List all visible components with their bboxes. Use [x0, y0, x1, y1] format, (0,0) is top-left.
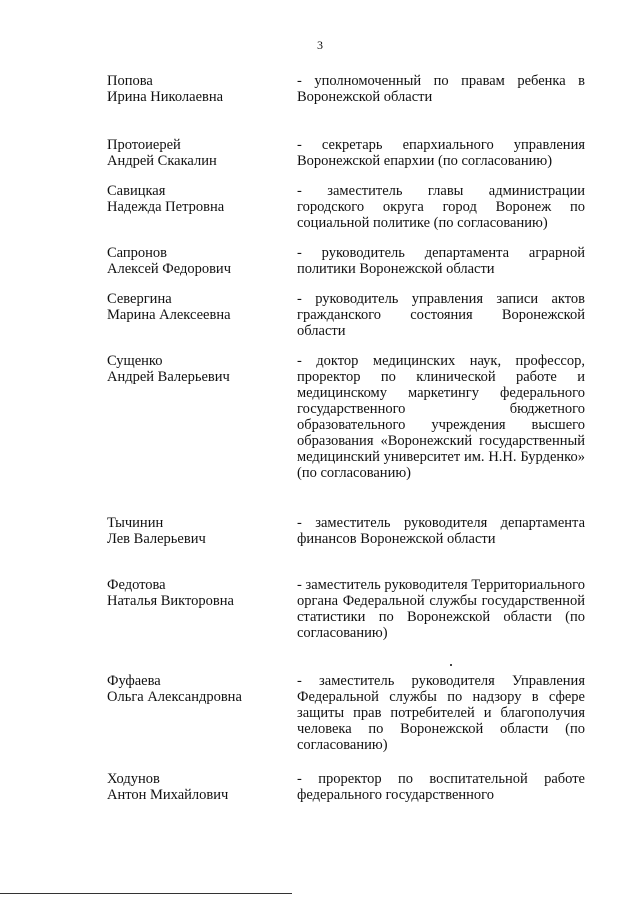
person-given-names: Ольга Александровна — [107, 689, 242, 705]
person-position: - заместитель руководителя Территориального органа Федеральной службы государственной статистики по Воронежской области (по согласованию) — [297, 577, 585, 641]
person-given-names: Лев Валерьевич — [107, 531, 206, 547]
person-surname: Протоиерей — [107, 137, 181, 153]
scan-speck — [450, 664, 452, 666]
person-surname: Ходунов — [107, 771, 160, 787]
person-surname: Федотова — [107, 577, 166, 593]
person-name — [107, 353, 277, 385]
person-given-names: Андрей Скакалин — [107, 153, 217, 169]
person-surname: Савицкая — [107, 183, 166, 199]
person-surname: Севергина — [107, 291, 172, 307]
person-surname: Фуфаева — [107, 673, 161, 689]
person-given-names: Марина Алексеевна — [107, 307, 231, 323]
person-given-names: Алексей Федорович — [107, 261, 231, 277]
person-name — [107, 137, 277, 169]
person-position: - заместитель руководителя департамента финансов Воронежской области — [297, 515, 585, 547]
footnote-rule — [0, 893, 292, 894]
person-given-names: Наталья Викторовна — [107, 593, 234, 609]
person-name — [107, 183, 277, 215]
person-position: - секретарь епархиального управления Воронежской епархии (по согласованию) — [297, 137, 585, 169]
person-position: - руководитель департамента аграрной политики Воронежской области — [297, 245, 585, 277]
person-given-names: Антон Михайлович — [107, 787, 229, 803]
person-position: - заместитель руководителя Управления Федеральной службы по надзору в сфере защиты прав потребителей и благополучия человека по Воронежской области (по согласованию) — [297, 673, 585, 753]
person-given-names: Ирина Николаевна — [107, 89, 224, 105]
person-position: - проректор по воспитательной работе федерального государственного — [297, 771, 585, 803]
person-name — [107, 515, 277, 547]
person-name — [107, 577, 277, 609]
person-name — [107, 245, 277, 277]
person-position: - руководитель управления записи актов гражданского состояния Воронежской области — [297, 291, 585, 339]
person-position: - уполномоченный по правам ребенка в Воронежской области — [297, 73, 585, 105]
person-given-names: Надежда Петровна — [107, 199, 225, 215]
person-surname: Тычинин — [107, 515, 164, 531]
person-given-names: Андрей Валерьевич — [107, 369, 230, 385]
person-name — [107, 771, 277, 803]
person-name — [107, 73, 277, 105]
person-name — [107, 291, 277, 323]
person-surname: Попова — [107, 73, 153, 89]
person-position: - доктор медицинских наук, профессор, проректор по клинической работе и медицинскому маркетингу федерального государственного бюджетного образовательного учреждения высшего образования «Воронежский государственный медицинский университет им. Н.Н. Бурденко» (по согласованию) — [297, 353, 585, 481]
person-position: - заместитель главы администрации городского округа город Воронеж по социальной политике (по согласованию) — [297, 183, 585, 231]
page-number: 3 — [317, 38, 323, 52]
person-surname: Сущенко — [107, 353, 163, 369]
person-surname: Сапронов — [107, 245, 168, 261]
person-name — [107, 673, 277, 705]
